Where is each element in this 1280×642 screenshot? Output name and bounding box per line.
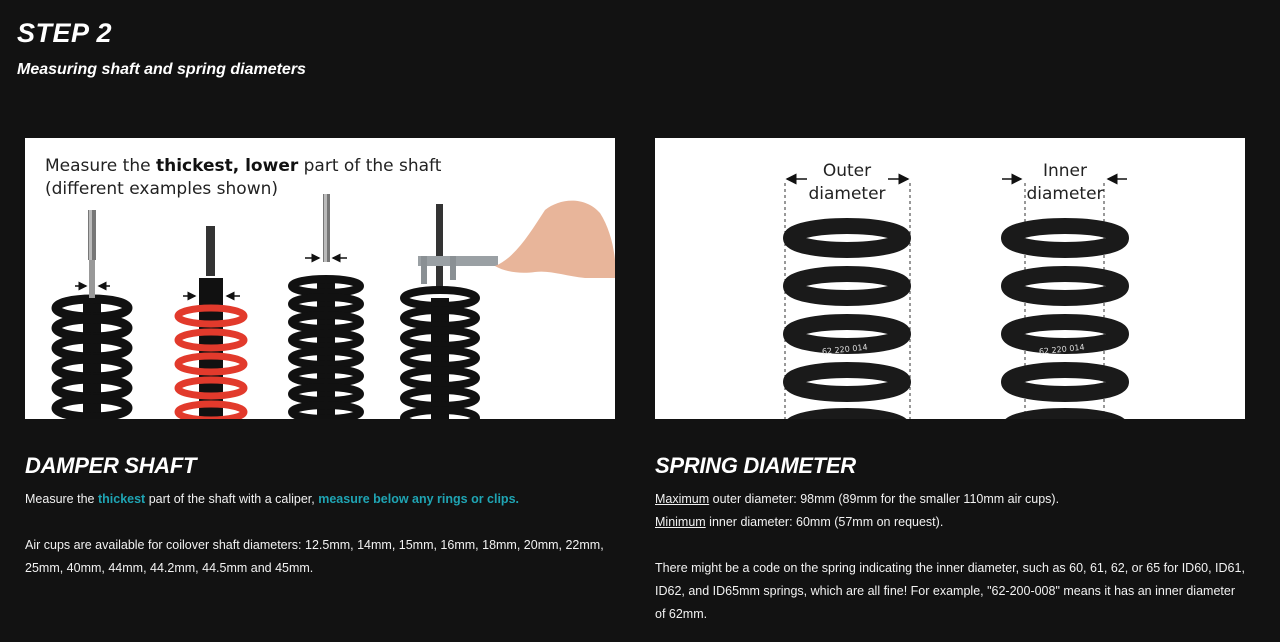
thickest-link: thickest (97, 492, 146, 506)
step-subtitle: Measuring shaft and spring diameters (17, 61, 306, 78)
shock-2 (178, 226, 244, 419)
spring-left (791, 226, 903, 419)
damper-shaft-section (25, 450, 615, 580)
min-inner-diameter: Minimum inner diameter: 60mm (57mm on request). (655, 515, 944, 529)
spring-diameter-image (655, 138, 1245, 419)
shock-3 (292, 194, 360, 419)
measure-below-rings-link: measure below any rings or clips. (318, 492, 519, 506)
spring-diameter-heading: SPRING DIAMETER (655, 453, 856, 478)
spring-diameter-section (655, 450, 1245, 626)
shock-illustration (25, 138, 615, 419)
max-outer-diameter: Maximum outer diameter: 98mm (89mm for the smaller 110mm air cups). (655, 492, 1060, 506)
air-cups-shaft-diameters: Air cups are available for coilover shaft diameters: 12.5mm, 14mm, 15mm, 16mm, 18mm, 20mm, 22mm, 25mm, 40mm, 44mm, 44.2mm, 44.5mm and 45mm. (25, 538, 604, 575)
step-title: STEP 2 (17, 18, 113, 48)
damper-shaft-heading: DAMPER SHAFT (25, 453, 197, 478)
spring-code-right: 62 220 014 (1038, 342, 1085, 357)
outer-label-2: diameter (808, 184, 886, 204)
spring-code-note: There might be a code on the spring indicating the inner diameter, such as 60, 61, 62, or 65 for ID60, ID61, ID62, and ID65mm springs, which are all fine! For example, "62-200-008" means it has an inner diameter of 62mm. (655, 561, 1245, 621)
inner-label-2: diameter (1026, 184, 1104, 204)
spring-code-left: 62 220 014 (821, 342, 868, 357)
shock-1 (56, 210, 128, 419)
damper-shaft-image (25, 138, 615, 419)
inner-label-1: Inner (1042, 161, 1088, 181)
shock-4 (404, 201, 615, 419)
outer-label-1: Outer (822, 161, 872, 181)
shaft-image-caption: Measure the thickest, lower part of the shaft (different examples shown) (45, 156, 442, 199)
spring-illustration (655, 138, 1245, 419)
spring-right (1009, 226, 1121, 419)
damper-shaft-instruction: Measure the thickest part of the shaft with a caliper, measure below any rings or clips. (25, 492, 519, 506)
